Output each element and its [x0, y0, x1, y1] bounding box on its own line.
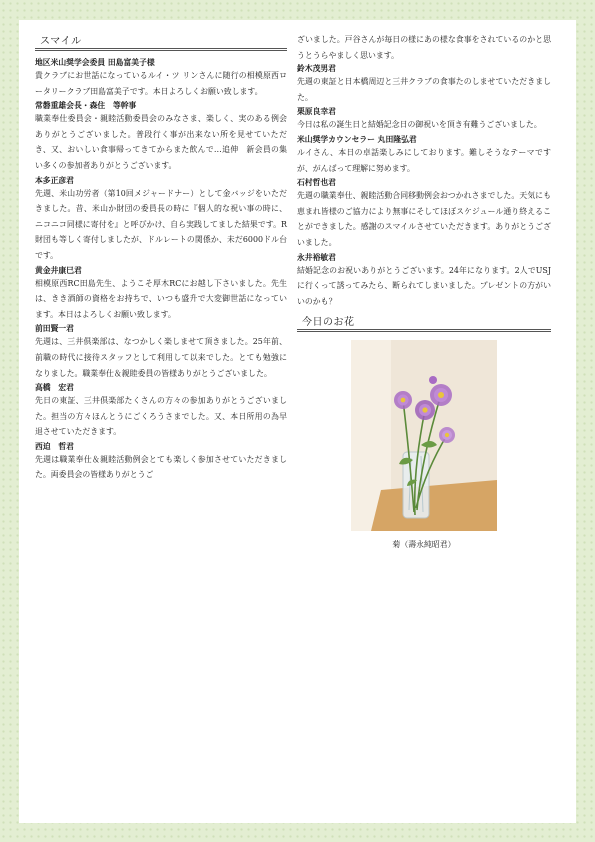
smile-entry — [35, 57, 287, 99]
flower-head — [430, 384, 452, 406]
member-message: 職業奉仕委員会・親睦活動委員会のみなさま、楽しく、実のある例会ありがとうございました。普段行く事が出来ない所を見せていただき、又、おいしい食事帰ってきてからまた飲んで…追伸 新会員の集い多くの参加者ありがとうございます。 — [35, 114, 287, 170]
member-name: 鈴木茂男君 — [297, 64, 336, 74]
member-message: ルイさん、本日の卓話楽しみにしております。難しそうなテーマですが、がんばって理解に努めます。 — [297, 147, 551, 173]
member-name: 本多正彦君 — [35, 175, 74, 185]
smile-entry — [35, 175, 287, 264]
member-name: 黄金井康巳君 — [35, 265, 82, 275]
smile-entry — [297, 177, 551, 250]
member-name: 高橋 宏君 — [35, 383, 74, 393]
member-name: 石村哲也君 — [297, 178, 336, 188]
photo-caption: 菊（壽永純昭君） — [392, 540, 456, 550]
member-message: 相模原西RC田島先生、ようこそ厚木RCにお越し下さいました。先生は、きき酒師の資格をお持ちで、いつも盛升で大変御世話になっています。本日はよろしくお願い致します。 — [35, 278, 287, 319]
smile-entry — [35, 100, 287, 173]
member-name: 栗原良幸君 — [297, 107, 336, 117]
smile-entry — [297, 63, 551, 105]
flower-illustration — [351, 340, 497, 531]
smile-entry — [35, 323, 287, 381]
member-message: 先週は、三井倶楽部は、なつかしく楽しませて頂きました。25年前、前職の時代に接待スタッフとして利用して以来でした。とても勉強になりました。職業奉仕＆親睦委員の皆様ありがとうございました。 — [35, 337, 287, 378]
member-message: 先週は職業奉仕＆親睦活動例会とても楽しく参加させていただきました。両委員会の皆様ありがとうご — [35, 454, 287, 480]
flower-photo-container — [297, 340, 551, 550]
flower-section-title: 今日のお花 — [297, 313, 551, 332]
member-message: 結婚記念のお祝いありがとうございます。24年になります。2人でUSJに行くって誘ってみたら、断られてしまいました。プレゼントの方がいいのかも？ — [297, 265, 551, 306]
smile-section-title: スマイル — [35, 32, 287, 51]
flower-vase-photo — [351, 340, 497, 531]
left-column — [35, 32, 287, 484]
flower-head — [394, 391, 412, 409]
member-name: 地区米山奨学会委員 田島富美子様 — [35, 58, 155, 67]
continued-message: ざいました。戸谷さんが毎日の様にあの様な食事をされているのかと思うとうらやましく思います。 — [297, 35, 551, 60]
member-name: 永井裕敏君 — [297, 252, 336, 262]
smile-entry — [35, 265, 287, 323]
member-name: 米山奨学カウンセラー 丸田隆弘君 — [297, 134, 417, 144]
flower-head — [439, 427, 455, 443]
flower-head — [415, 400, 435, 420]
member-message: 今日は私の誕生日と結婚記念日の御祝いを頂き有難うございました。 — [297, 120, 542, 130]
member-message: 先週の職業奉仕、親睦活動合同移動例会おつかれさまでした。天気にも恵まれ皆様のご協力により無事にそしてほぼスケジュール通り終えることができました。感謝のスマイルさせていただきます。ありがとうございました。 — [297, 191, 551, 247]
page-sheet — [19, 20, 576, 823]
member-name: 西迫 哲君 — [35, 441, 74, 451]
smile-entry — [297, 106, 551, 133]
member-message: 先日の東証、三井倶楽部たくさんの方々の参加ありがとうございました。担当の方々ほんとうにごくろうさまでした。又、本日所用の為早退させていただきます。 — [35, 396, 287, 437]
smile-entry — [35, 382, 287, 440]
member-name: 前田賢一君 — [35, 324, 74, 334]
smile-entry — [297, 252, 551, 310]
member-message: 先週、米山功労者（第10回メジャードナー）として金バッジをいただきました。昔、米山か財団の委員長の時に『個人的な祝い事の時に、ニコニコ同様に寄付を』と呼びかけ、自ら実践してました結果です。R財団も等しく寄付しましたが、ドルレートの関係か、未だ6000ドル台です。 — [35, 188, 287, 260]
member-message: 貴クラブにお世話になっているルイ・ツ リンさんに随行の相模原西ロータリークラブ田島富美子です。本日よろしくお願い致します。 — [35, 71, 287, 96]
smile-entry — [297, 134, 551, 176]
smile-entry — [35, 441, 287, 483]
member-message: 先週の東証と日本橋周辺と三井クラブの食事たのしませていただきました。 — [297, 77, 551, 102]
right-column — [297, 32, 551, 550]
flower-bud — [429, 376, 437, 384]
member-name: 常磐重雄会長・森住 等幹事 — [35, 101, 137, 111]
